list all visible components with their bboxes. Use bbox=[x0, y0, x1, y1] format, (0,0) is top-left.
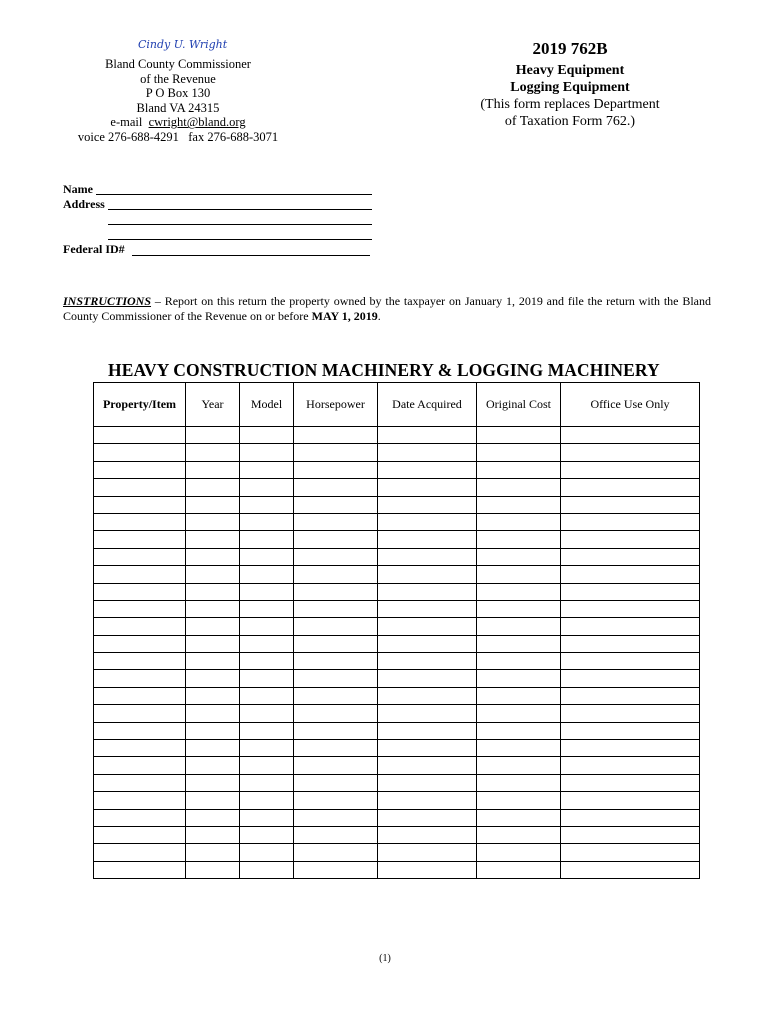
table-row bbox=[94, 844, 700, 861]
phone-line: voice 276-688-4291 fax 276-688-3071 bbox=[77, 129, 279, 144]
table-cell[interactable] bbox=[186, 757, 240, 774]
table-cell[interactable] bbox=[561, 444, 700, 461]
form-note: of Taxation Form 762.) bbox=[504, 114, 636, 129]
table-row bbox=[94, 548, 700, 565]
table-cell[interactable] bbox=[561, 774, 700, 791]
table-cell[interactable] bbox=[561, 653, 700, 670]
table-cell[interactable] bbox=[294, 792, 378, 809]
due-date: MAY 1, 2019 bbox=[311, 309, 378, 323]
office-line: P O Box 130 bbox=[145, 86, 211, 101]
table-cell[interactable] bbox=[186, 740, 240, 757]
table-cell[interactable] bbox=[186, 479, 240, 496]
table-cell[interactable] bbox=[94, 444, 186, 461]
office-line: Bland VA 24315 bbox=[136, 100, 220, 115]
office-address-block bbox=[68, 57, 288, 145]
address-field-line-2[interactable] bbox=[108, 224, 372, 225]
table-cell[interactable] bbox=[561, 670, 700, 687]
table-cell[interactable] bbox=[378, 635, 477, 652]
table-cell[interactable] bbox=[561, 531, 700, 548]
table-cell[interactable] bbox=[94, 687, 186, 704]
table-row bbox=[94, 583, 700, 600]
table-cell[interactable] bbox=[94, 740, 186, 757]
table-cell[interactable] bbox=[186, 861, 240, 878]
table-cell[interactable] bbox=[240, 479, 294, 496]
table-cell[interactable] bbox=[378, 600, 477, 617]
table-cell[interactable] bbox=[561, 496, 700, 513]
table-cell[interactable] bbox=[186, 826, 240, 843]
table-cell[interactable] bbox=[378, 705, 477, 722]
table-cell[interactable] bbox=[477, 548, 561, 565]
table-cell[interactable] bbox=[294, 826, 378, 843]
table-row bbox=[94, 687, 700, 704]
column-header: Property/Item bbox=[94, 383, 186, 427]
table-cell[interactable] bbox=[561, 792, 700, 809]
table-cell[interactable] bbox=[186, 444, 240, 461]
form-subtitle: Heavy Equipment bbox=[515, 63, 625, 78]
table-cell[interactable] bbox=[294, 461, 378, 478]
table-row bbox=[94, 705, 700, 722]
table-row bbox=[94, 479, 700, 496]
table-cell[interactable] bbox=[94, 826, 186, 843]
table-cell[interactable] bbox=[378, 618, 477, 635]
table-cell[interactable] bbox=[186, 635, 240, 652]
table-row bbox=[94, 722, 700, 739]
table-cell[interactable] bbox=[94, 583, 186, 600]
table-cell[interactable] bbox=[561, 566, 700, 583]
section-title: HEAVY CONSTRUCTION MACHINERY & LOGGING MACHINERY bbox=[108, 360, 660, 380]
table-cell[interactable] bbox=[240, 531, 294, 548]
table-cell[interactable] bbox=[477, 513, 561, 530]
table-cell[interactable] bbox=[477, 427, 561, 444]
table-cell[interactable] bbox=[561, 583, 700, 600]
table-cell[interactable] bbox=[240, 861, 294, 878]
table-cell[interactable] bbox=[477, 826, 561, 843]
table-cell[interactable] bbox=[94, 496, 186, 513]
instructions bbox=[63, 294, 711, 324]
table-cell[interactable] bbox=[186, 618, 240, 635]
table-cell[interactable] bbox=[378, 774, 477, 791]
email-link[interactable]: cwright@bland.org bbox=[148, 115, 246, 130]
table-row bbox=[94, 670, 700, 687]
instructions-end: . bbox=[377, 309, 381, 323]
table-cell[interactable] bbox=[240, 513, 294, 530]
table-cell[interactable] bbox=[240, 600, 294, 617]
table-cell[interactable] bbox=[378, 653, 477, 670]
table-cell[interactable] bbox=[561, 861, 700, 878]
table-cell[interactable] bbox=[378, 583, 477, 600]
table-cell[interactable] bbox=[294, 618, 378, 635]
table-cell[interactable] bbox=[94, 513, 186, 530]
table-cell[interactable] bbox=[94, 531, 186, 548]
column-header: Model bbox=[240, 383, 294, 427]
table-cell[interactable] bbox=[477, 600, 561, 617]
table-row bbox=[94, 740, 700, 757]
table-cell[interactable] bbox=[240, 618, 294, 635]
table-cell[interactable] bbox=[186, 809, 240, 826]
table-cell[interactable] bbox=[477, 722, 561, 739]
table-cell[interactable] bbox=[561, 600, 700, 617]
table-cell[interactable] bbox=[477, 479, 561, 496]
table-row bbox=[94, 635, 700, 652]
column-header: Date Acquired bbox=[378, 383, 477, 427]
table-cell[interactable] bbox=[186, 427, 240, 444]
address-field-line-3[interactable] bbox=[108, 239, 372, 240]
table-cell[interactable] bbox=[240, 844, 294, 861]
machinery-table bbox=[93, 382, 700, 879]
table-cell[interactable] bbox=[561, 740, 700, 757]
table-cell[interactable] bbox=[561, 722, 700, 739]
table-cell[interactable] bbox=[94, 861, 186, 878]
table-cell[interactable] bbox=[477, 792, 561, 809]
table-cell[interactable] bbox=[561, 635, 700, 652]
table-cell[interactable] bbox=[294, 583, 378, 600]
table-cell[interactable] bbox=[561, 826, 700, 843]
table-cell[interactable] bbox=[561, 705, 700, 722]
table-cell[interactable] bbox=[294, 531, 378, 548]
table-cell[interactable] bbox=[378, 844, 477, 861]
table-cell[interactable] bbox=[294, 861, 378, 878]
form-subtitle: Logging Equipment bbox=[510, 80, 630, 95]
table-cell[interactable] bbox=[378, 444, 477, 461]
table-cell[interactable] bbox=[186, 583, 240, 600]
table-row bbox=[94, 653, 700, 670]
table-row bbox=[94, 531, 700, 548]
table-row bbox=[94, 444, 700, 461]
table-cell[interactable] bbox=[378, 566, 477, 583]
table-row bbox=[94, 861, 700, 878]
federal-id-label: Federal ID# bbox=[63, 242, 125, 256]
table-cell[interactable] bbox=[477, 496, 561, 513]
column-header: Year bbox=[186, 383, 240, 427]
table-cell[interactable] bbox=[477, 705, 561, 722]
instructions-lead: INSTRUCTIONS bbox=[63, 294, 152, 308]
table-cell[interactable] bbox=[186, 600, 240, 617]
form-note: (This form replaces Department bbox=[480, 97, 660, 112]
table-row bbox=[94, 496, 700, 513]
table-cell[interactable] bbox=[294, 653, 378, 670]
table-cell[interactable] bbox=[94, 427, 186, 444]
table-cell[interactable] bbox=[294, 566, 378, 583]
table-cell[interactable] bbox=[477, 635, 561, 652]
table-cell[interactable] bbox=[240, 670, 294, 687]
table-cell[interactable] bbox=[561, 809, 700, 826]
table-header-row bbox=[94, 383, 700, 427]
table-cell[interactable] bbox=[378, 531, 477, 548]
table-cell[interactable] bbox=[240, 705, 294, 722]
table-cell[interactable] bbox=[94, 809, 186, 826]
table-cell[interactable] bbox=[378, 513, 477, 530]
table-cell[interactable] bbox=[477, 618, 561, 635]
table-cell[interactable] bbox=[294, 444, 378, 461]
table-cell[interactable] bbox=[186, 548, 240, 565]
table-row bbox=[94, 809, 700, 826]
table-cell[interactable] bbox=[477, 566, 561, 583]
page-number: (1) bbox=[379, 953, 391, 964]
table-cell[interactable] bbox=[294, 809, 378, 826]
table-cell[interactable] bbox=[240, 809, 294, 826]
table-cell[interactable] bbox=[186, 844, 240, 861]
table-row bbox=[94, 757, 700, 774]
table-cell[interactable] bbox=[294, 687, 378, 704]
table-cell[interactable] bbox=[240, 653, 294, 670]
table-cell[interactable] bbox=[94, 479, 186, 496]
table-row bbox=[94, 618, 700, 635]
table-cell[interactable] bbox=[477, 740, 561, 757]
table-cell[interactable] bbox=[294, 496, 378, 513]
table-cell[interactable] bbox=[294, 844, 378, 861]
table-cell[interactable] bbox=[294, 757, 378, 774]
table-cell[interactable] bbox=[94, 600, 186, 617]
table-cell[interactable] bbox=[186, 513, 240, 530]
table-cell[interactable] bbox=[240, 826, 294, 843]
table-row bbox=[94, 566, 700, 583]
table-cell[interactable] bbox=[240, 635, 294, 652]
table-cell[interactable] bbox=[561, 548, 700, 565]
table-cell[interactable] bbox=[561, 757, 700, 774]
table-cell[interactable] bbox=[186, 687, 240, 704]
federal-id-field[interactable] bbox=[132, 255, 370, 256]
column-header: Horsepower bbox=[294, 383, 378, 427]
table-cell[interactable] bbox=[186, 531, 240, 548]
address-field-line-1[interactable] bbox=[108, 209, 372, 210]
table-cell[interactable] bbox=[477, 844, 561, 861]
column-header: Office Use Only bbox=[561, 383, 700, 427]
office-line: of the Revenue bbox=[140, 71, 216, 86]
table-cell[interactable] bbox=[94, 618, 186, 635]
table-cell[interactable] bbox=[294, 513, 378, 530]
name-label: Name bbox=[63, 182, 93, 196]
table-cell[interactable] bbox=[240, 566, 294, 583]
form-header bbox=[462, 38, 678, 130]
table-cell[interactable] bbox=[94, 774, 186, 791]
table-cell[interactable] bbox=[477, 774, 561, 791]
table-cell[interactable] bbox=[240, 548, 294, 565]
table-cell[interactable] bbox=[240, 444, 294, 461]
table-cell[interactable] bbox=[378, 427, 477, 444]
table-cell[interactable] bbox=[378, 757, 477, 774]
table-cell[interactable] bbox=[477, 531, 561, 548]
table-cell[interactable] bbox=[561, 618, 700, 635]
table-cell[interactable] bbox=[378, 548, 477, 565]
table-cell[interactable] bbox=[94, 844, 186, 861]
table-cell[interactable] bbox=[561, 427, 700, 444]
table-cell[interactable] bbox=[240, 740, 294, 757]
instructions-text: – Report on this return the property owned by the taxpayer on January 1, 2019 and file the return with the Bland County Commissioner of the Revenue on or before bbox=[63, 294, 711, 323]
table-cell[interactable] bbox=[561, 844, 700, 861]
table-cell[interactable] bbox=[378, 670, 477, 687]
table-cell[interactable] bbox=[94, 566, 186, 583]
table-cell[interactable] bbox=[186, 705, 240, 722]
table-cell[interactable] bbox=[240, 496, 294, 513]
table-row bbox=[94, 461, 700, 478]
table-cell[interactable] bbox=[240, 722, 294, 739]
table-row bbox=[94, 513, 700, 530]
table-cell[interactable] bbox=[477, 670, 561, 687]
email-label: e-mail bbox=[110, 115, 149, 130]
table-cell[interactable] bbox=[294, 427, 378, 444]
table-cell[interactable] bbox=[378, 740, 477, 757]
table-cell[interactable] bbox=[94, 548, 186, 565]
form-number: 2019 762B bbox=[532, 39, 608, 58]
table-cell[interactable] bbox=[378, 809, 477, 826]
table-cell[interactable] bbox=[477, 653, 561, 670]
table-row bbox=[94, 774, 700, 791]
table-cell[interactable] bbox=[477, 861, 561, 878]
table-cell[interactable] bbox=[186, 722, 240, 739]
table-cell[interactable] bbox=[378, 496, 477, 513]
table-cell[interactable] bbox=[561, 513, 700, 530]
signature: Cindy U. Wright bbox=[138, 38, 228, 51]
table-cell[interactable] bbox=[378, 792, 477, 809]
name-field[interactable] bbox=[96, 194, 372, 195]
table-row bbox=[94, 826, 700, 843]
table-cell[interactable] bbox=[186, 496, 240, 513]
table-cell[interactable] bbox=[294, 722, 378, 739]
table-cell[interactable] bbox=[240, 583, 294, 600]
table-cell[interactable] bbox=[94, 792, 186, 809]
table-cell[interactable] bbox=[240, 792, 294, 809]
table-cell[interactable] bbox=[240, 757, 294, 774]
table-row bbox=[94, 600, 700, 617]
table-cell[interactable] bbox=[240, 687, 294, 704]
table-row bbox=[94, 792, 700, 809]
table-cell[interactable] bbox=[94, 722, 186, 739]
table-cell[interactable] bbox=[186, 461, 240, 478]
table-cell[interactable] bbox=[561, 687, 700, 704]
table-cell[interactable] bbox=[240, 427, 294, 444]
table-cell[interactable] bbox=[186, 774, 240, 791]
table-cell[interactable] bbox=[94, 757, 186, 774]
table-cell[interactable] bbox=[294, 548, 378, 565]
table-row bbox=[94, 427, 700, 444]
table-cell[interactable] bbox=[561, 461, 700, 478]
table-cell[interactable] bbox=[477, 444, 561, 461]
table-cell[interactable] bbox=[294, 740, 378, 757]
table-cell[interactable] bbox=[477, 583, 561, 600]
table-cell[interactable] bbox=[94, 670, 186, 687]
table-cell[interactable] bbox=[294, 600, 378, 617]
table-cell[interactable] bbox=[294, 635, 378, 652]
table-cell[interactable] bbox=[477, 809, 561, 826]
table-cell[interactable] bbox=[240, 461, 294, 478]
table-cell[interactable] bbox=[186, 792, 240, 809]
table-cell[interactable] bbox=[378, 461, 477, 478]
table-cell[interactable] bbox=[94, 461, 186, 478]
office-line: Bland County Commissioner bbox=[105, 57, 251, 71]
table-cell[interactable] bbox=[94, 705, 186, 722]
table-cell[interactable] bbox=[378, 479, 477, 496]
table-cell[interactable] bbox=[186, 670, 240, 687]
table-cell[interactable] bbox=[477, 757, 561, 774]
table-cell[interactable] bbox=[294, 670, 378, 687]
table-cell[interactable] bbox=[294, 479, 378, 496]
email-line bbox=[68, 115, 288, 130]
table-cell[interactable] bbox=[378, 687, 477, 704]
table-cell[interactable] bbox=[477, 687, 561, 704]
table-cell[interactable] bbox=[294, 774, 378, 791]
table-cell[interactable] bbox=[561, 479, 700, 496]
table-cell[interactable] bbox=[186, 653, 240, 670]
table-cell[interactable] bbox=[294, 705, 378, 722]
table-cell[interactable] bbox=[94, 653, 186, 670]
table-cell[interactable] bbox=[186, 566, 240, 583]
table-cell[interactable] bbox=[378, 861, 477, 878]
table-cell[interactable] bbox=[378, 722, 477, 739]
column-header: Original Cost bbox=[477, 383, 561, 427]
address-label: Address bbox=[63, 197, 105, 211]
table-cell[interactable] bbox=[378, 826, 477, 843]
table-cell[interactable] bbox=[477, 461, 561, 478]
table-cell[interactable] bbox=[94, 635, 186, 652]
table-cell[interactable] bbox=[240, 774, 294, 791]
